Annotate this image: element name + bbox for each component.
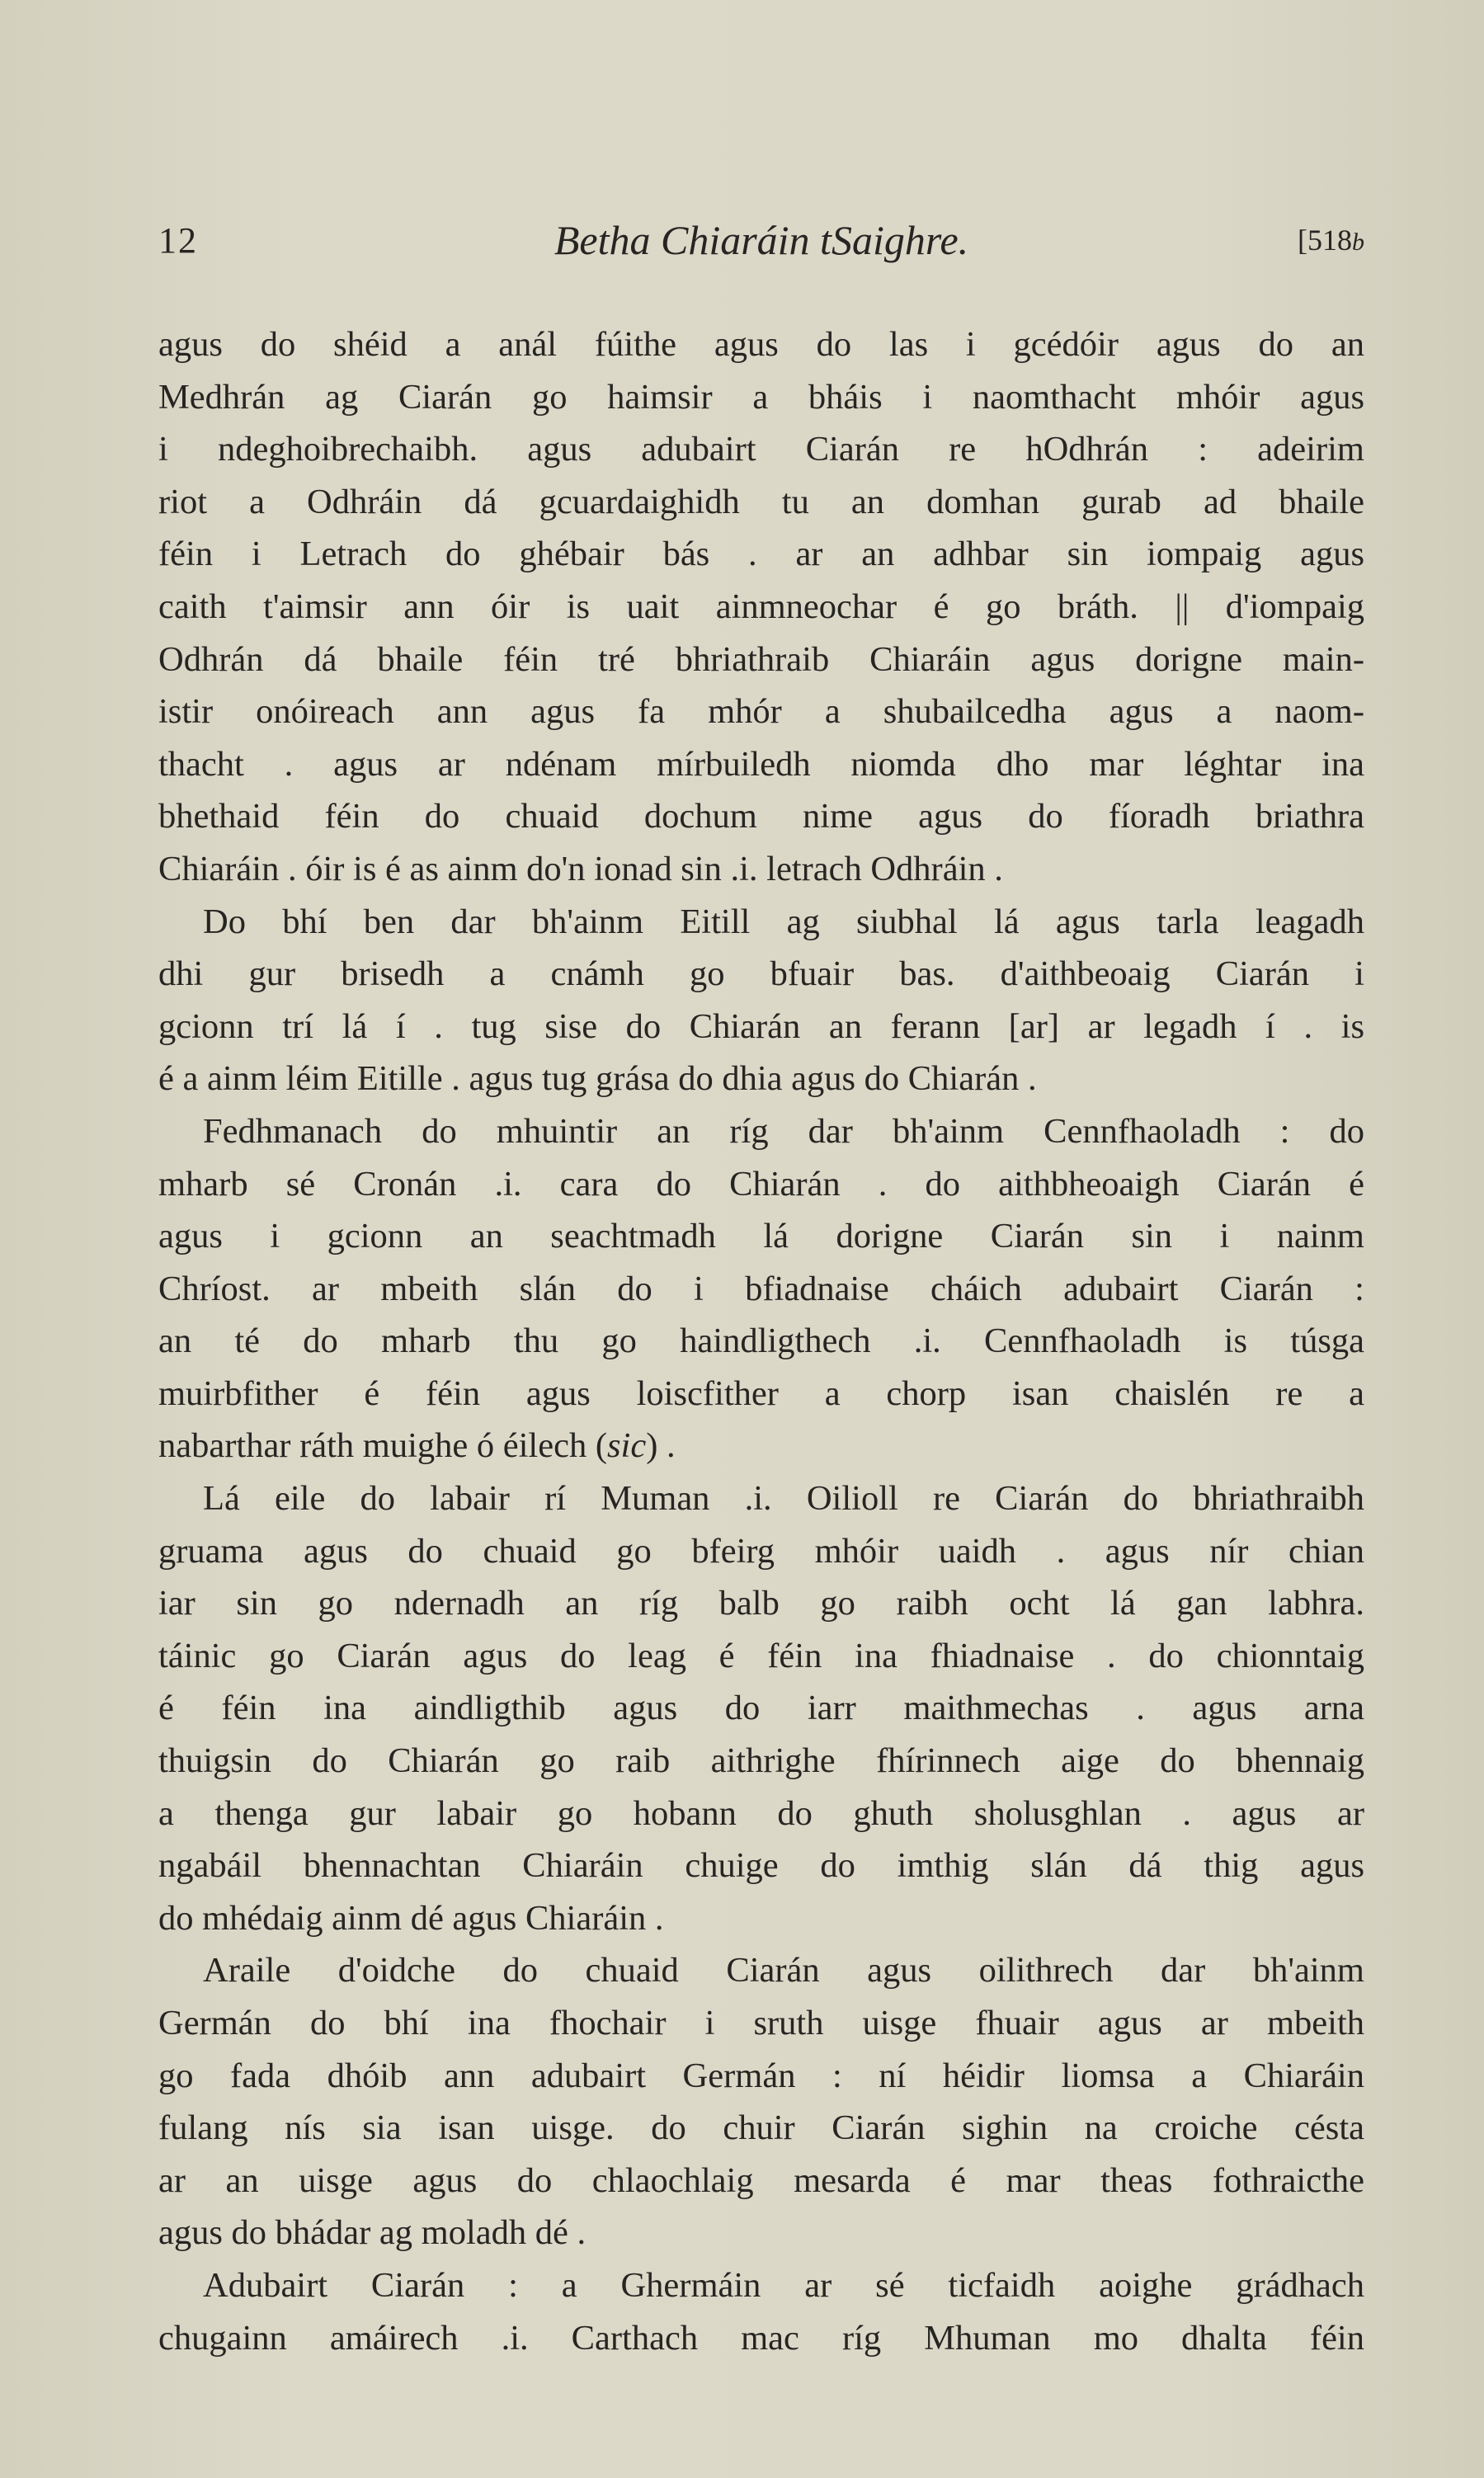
text-line: Chríost. ar mbeith slán do i bfiadnaise cháich adubairt Ciarán : (158, 1269, 1364, 1308)
text-line: thuigsin do Chiarán go raib aithrighe fhírinnech aige do bhennaig (158, 1741, 1364, 1781)
text-line: istir onóireach ann agus fa mhór a shubailcedha agus a naom- (158, 692, 1364, 732)
text-line: Lá eile do labair rí Muman .i. Oilioll re Ciarán do bhriathraibh (203, 1479, 1364, 1519)
text-line: gruama agus do chuaid go bfeirg mhóir uaidh . agus nír chian (158, 1531, 1364, 1571)
text-line: Odhrán dá bhaile féin tré bhriathraib Chiaráin agus dorigne main- (158, 639, 1364, 679)
text-line: bhethaid féin do chuaid dochum nime agus do fíoradh briathra (158, 797, 1364, 836)
text-line: gcionn trí lá í . tug sise do Chiarán an ferann [ar] ar legadh í . is (158, 1006, 1364, 1046)
text-line: fulang nís sia isan uisge. do chuir Ciarán sighin na croiche césta (158, 2108, 1364, 2148)
text-line: muirbfither é féin agus loiscfither a chorp isan chaislén re a (158, 1373, 1364, 1413)
text-line: iar sin go ndernadh an ríg balb go raibh ocht lá gan labhra. (158, 1584, 1364, 1623)
text-segment: nabarthar ráth muighe ó éilech ( (158, 1426, 607, 1466)
text-segment: ) . (646, 1426, 676, 1466)
text-line: agus do bhádar ag moladh dé . (158, 2213, 587, 2253)
folio-reference (1298, 223, 1364, 257)
folio-side: b (1352, 228, 1364, 256)
text-line: Araile d'oidche do chuaid Ciarán agus oilithrech dar bh'ainm (203, 1951, 1364, 1990)
text-line: ngabáil bhennachtan Chiaráin chuige do imthig slán dá thig agus (158, 1846, 1364, 1886)
running-title: Betha Chiaráin tSaighre. (554, 217, 969, 263)
text-line: é féin ina aindligthib agus do iarr maithmechas . agus arna (158, 1689, 1364, 1728)
text-line: an té do mharb thu go haindligthech .i. Cennfhaoladh is túsga (158, 1321, 1364, 1361)
text-line: do mhédaig ainm dé agus Chiaráin . (158, 1898, 664, 1938)
page-number: 12 (158, 220, 198, 261)
text-line: dhi gur brisedh a cnámh go bfuair bas. d'aithbeoaig Ciarán i (158, 954, 1364, 994)
text-line: Medhrán ag Ciarán go haimsir a bháis i naomthacht mhóir agus (158, 377, 1364, 417)
text-line: Do bhí ben dar bh'ainm Eitill ag siubhal lá agus tarla leagadh (203, 902, 1364, 941)
body-text (158, 318, 1364, 2364)
text-line: é a ainm léim Eitille . agus tug grása do dhia agus do Chiarán . (158, 1059, 1037, 1099)
text-line (158, 1420, 1364, 1472)
text-line: go fada dhóib ann adubairt Germán : ní héidir liomsa a Chiaráin (158, 2056, 1364, 2095)
text-line: táinic go Ciarán agus do leag é féin ina fhiadnaise . do chionntaig (158, 1636, 1364, 1675)
text-line: caith t'aimsir ann óir is uait ainmneochar é go bráth. || d'iompaig (158, 587, 1364, 626)
text-line: Adubairt Ciarán : a Ghermáin ar sé ticfaidh aoighe grádhach (203, 2265, 1364, 2305)
text-line: féin i Letrach do ghébair bás . ar an adhbar sin iompaig agus (158, 535, 1364, 574)
text-line: Fedhmanach do mhuintir an ríg dar bh'ainm Cennfhaoladh : do (203, 1111, 1364, 1151)
paragraph (158, 896, 1364, 1105)
text-line: Chiaráin . óir is é as ainm do'n ionad sin .i. letrach Odhráin . (158, 849, 1003, 888)
paragraph (158, 318, 1364, 896)
running-header (158, 216, 1364, 274)
paragraph (158, 1944, 1364, 2259)
text-line: thacht . agus ar ndénam mírbuiledh niomda dho mar léghtar ina (158, 744, 1364, 784)
italic-text: sic (607, 1426, 647, 1466)
text-line: chugainn amáirech .i. Carthach mac ríg Mhuman mo dhalta féin (158, 2318, 1364, 2358)
text-line: i ndeghoibrechaibh. agus adubairt Ciarán re hOdhrán : adeirim (158, 430, 1364, 469)
text-line: ar an uisge agus do chlaochlaig mesarda é mar theas fothraicthe (158, 2160, 1364, 2200)
text-line: a thenga gur labair go hobann do ghuth sholusghlan . agus ar (158, 1793, 1364, 1833)
text-line: mharb sé Cronán .i. cara do Chiarán . do aithbheoaigh Ciarán é (158, 1164, 1364, 1204)
paragraph (158, 2259, 1364, 2364)
paragraph (158, 1472, 1364, 1944)
text-line: riot a Odhráin dá gcuardaighidh tu an domhan gurab ad bhaile (158, 482, 1364, 521)
text-line: agus i gcionn an seachtmadh lá dorigne Ciarán sin i nainm (158, 1217, 1364, 1256)
paragraph (158, 1105, 1364, 1472)
folio-number: [518 (1298, 224, 1352, 257)
text-line: Germán do bhí ina fhochair i sruth uisge fhuair agus ar mbeith (158, 2004, 1364, 2042)
text-line: agus do shéid a anál fúithe agus do las i gcédóir agus do an (158, 325, 1364, 364)
